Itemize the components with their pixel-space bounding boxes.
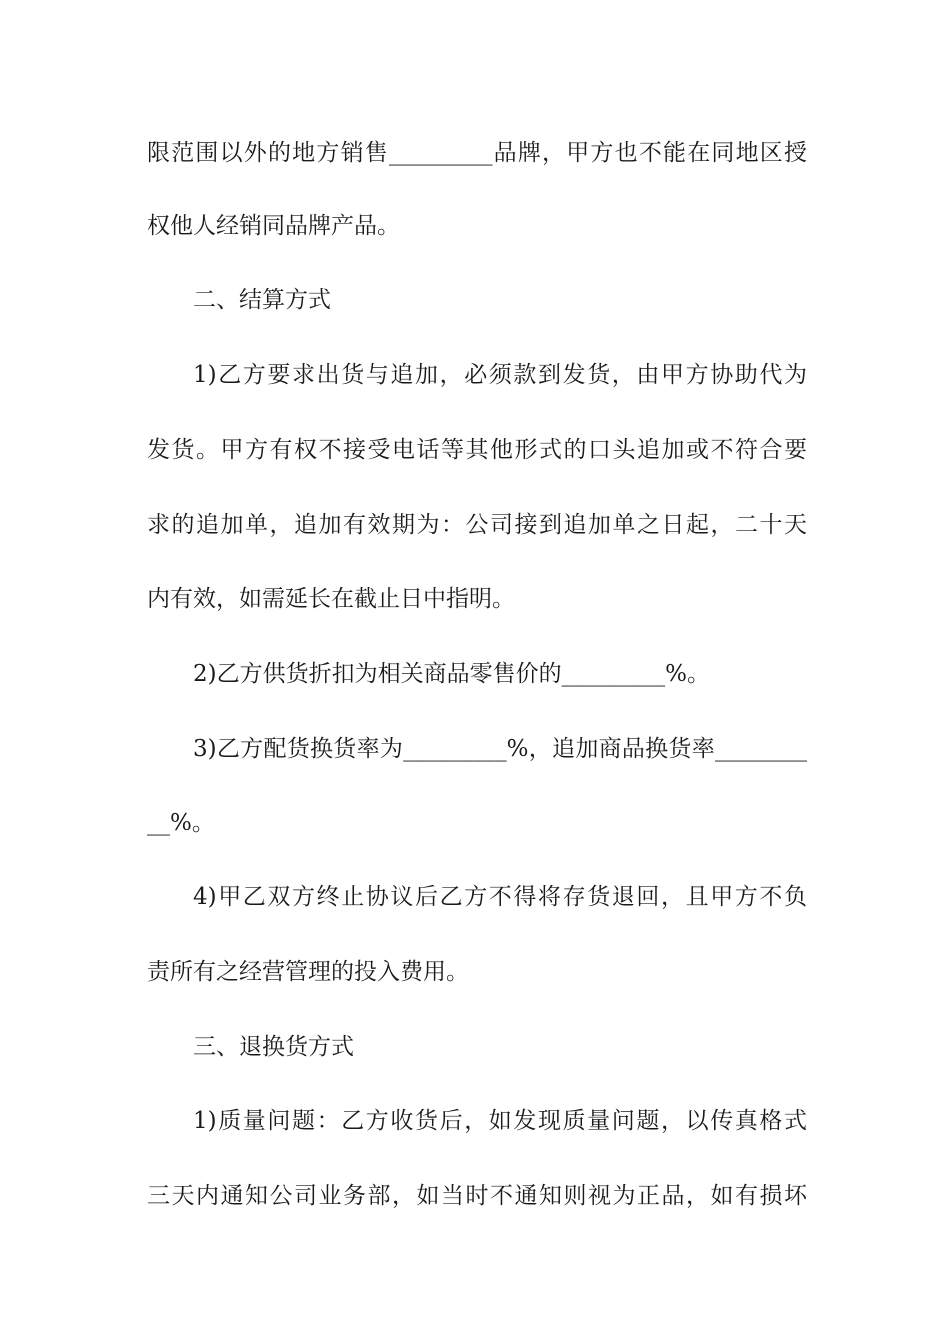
text-line-1: 限范围以外的地方销售_________品牌，甲方也不能在同地区授 — [147, 140, 807, 166]
text-line-2: 权他人经销同品牌产品。 — [147, 213, 400, 239]
text-line-12: 责所有之经营管理的投入费用。 — [147, 959, 469, 985]
text-line-9: 3)乙方配货换货率为_________%，追加商品换货率________ — [193, 736, 807, 762]
section-heading-returns: 三、退换货方式 — [193, 1034, 354, 1060]
text-line-14: 1)质量问题：乙方收货后，如发现质量问题，以传真格式 — [193, 1108, 807, 1134]
text-line-4: 1)乙方要求出货与追加，必须款到发货，由甲方协助代为 — [193, 362, 807, 388]
text-line-6: 求的追加单，追加有效期为：公司接到追加单之日起，二十天 — [147, 512, 807, 538]
text-line-10: __%。 — [147, 810, 215, 836]
text-line-8: 2)乙方供货折扣为相关商品零售价的_________%。 — [193, 661, 710, 687]
section-heading-settlement: 二、结算方式 — [193, 287, 331, 313]
text-line-15: 三天内通知公司业务部，如当时不通知则视为正品，如有损坏 — [147, 1183, 807, 1209]
text-line-7: 内有效，如需延长在截止日中指明。 — [147, 586, 515, 612]
text-line-5: 发货。甲方有权不接受电话等其他形式的口头追加或不符合要 — [147, 437, 807, 463]
text-line-11: 4)甲乙双方终止协议后乙方不得将存货退回，且甲方不负 — [193, 884, 807, 910]
